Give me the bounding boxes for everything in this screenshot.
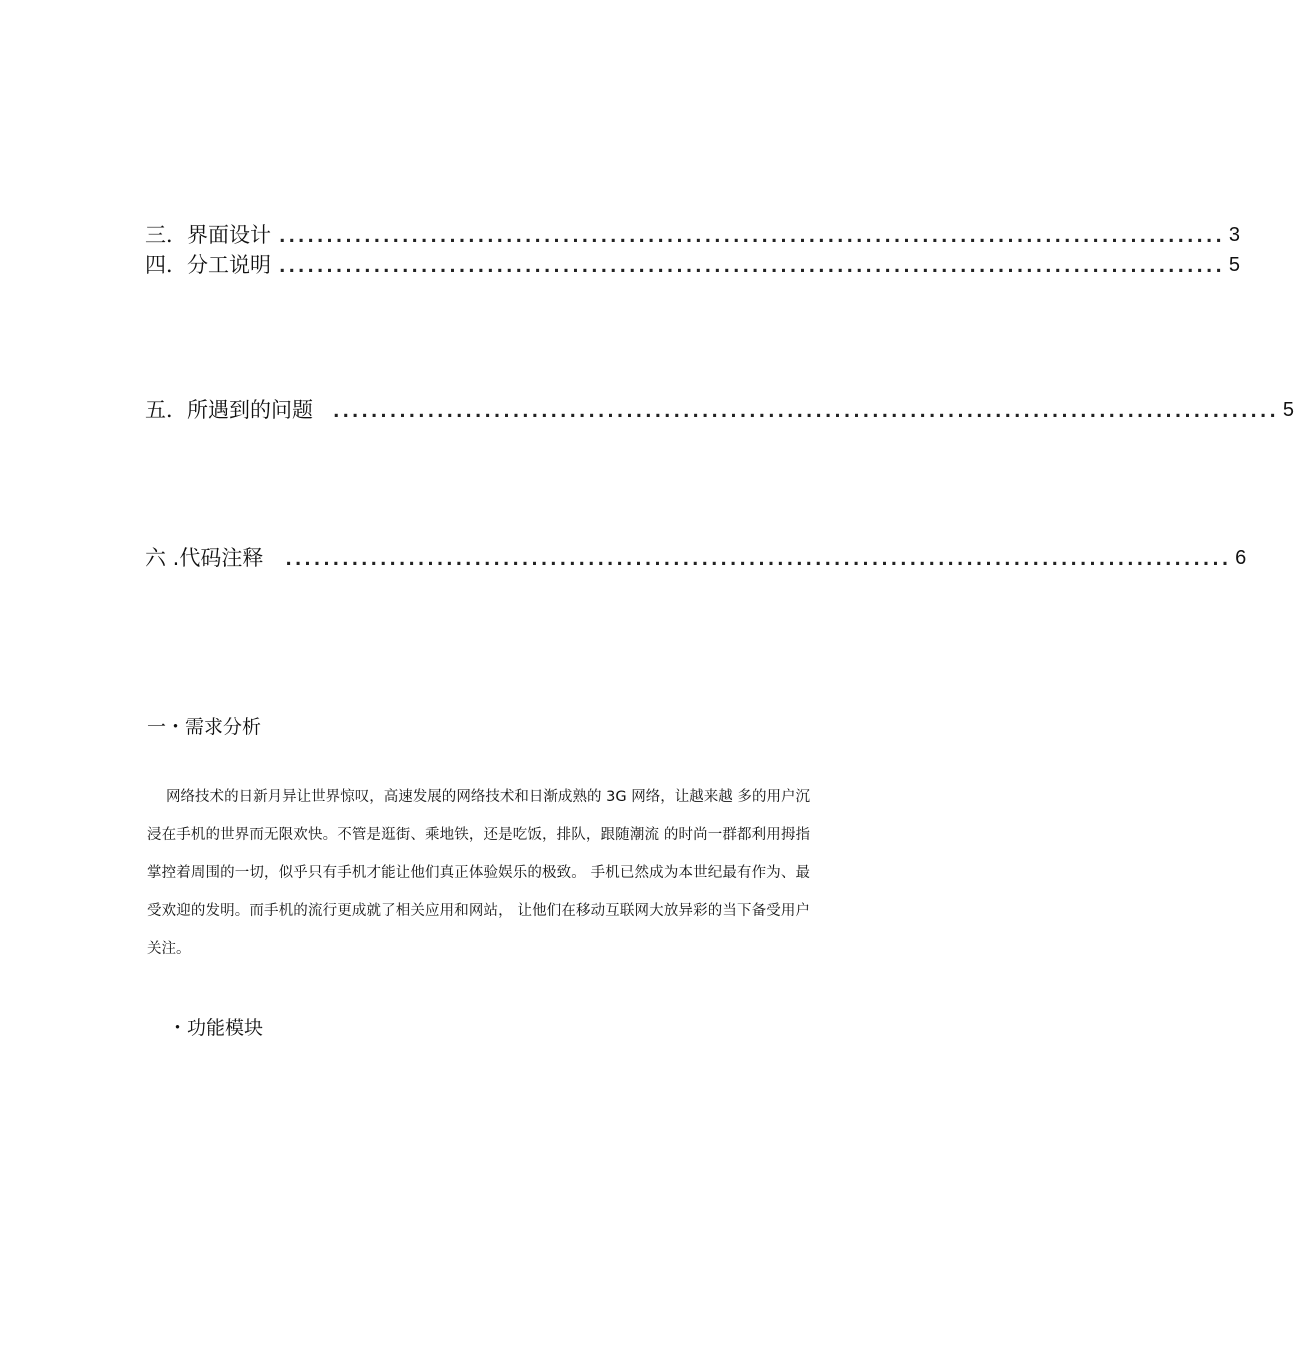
toc-entry-interface-design[interactable] bbox=[145, 218, 1240, 248]
section-heading-function-modules: ・功能模块 bbox=[168, 1017, 264, 1039]
toc-leader-dots: .................................................................................................... bbox=[279, 257, 1225, 277]
toc-entry-code-comments[interactable] bbox=[145, 541, 1247, 571]
toc-leader-dots: .................................................................................................... bbox=[333, 402, 1279, 422]
toc-entry-problems-encountered[interactable] bbox=[145, 393, 1294, 423]
toc-leader-dots: .................................................................................................... bbox=[279, 227, 1225, 247]
toc-page-number: 3 bbox=[1228, 224, 1240, 246]
toc-leader-dots: .................................................................................................... bbox=[285, 550, 1232, 570]
toc-entry-division-of-work[interactable] bbox=[145, 248, 1240, 278]
toc-page-number: 5 bbox=[1228, 254, 1240, 276]
toc-title: 四．分工说明 bbox=[145, 253, 271, 277]
toc-page-number: 6 bbox=[1235, 547, 1247, 569]
section-heading-requirements-analysis: 一・需求分析 bbox=[147, 716, 262, 738]
toc-title: 六 .代码注释 bbox=[145, 546, 264, 570]
toc-page-number: 5 bbox=[1282, 399, 1294, 421]
requirements-paragraph: 网络技术的日新月异让世界惊叹，高速发展的网络技术和日渐成熟的 3G 网络，让越来越 多的用户沉浸在手机的世界而无限欢快。不管是逛街、乘地铁，还是吃饭，排队，跟随潮流 的时尚一群都利用拇指掌控着周围的一切，似乎只有手机才能让他们真正体验娱乐的极致。 手机已然成为本世纪最有作为、最受欢迎的发明。而手机的流行更成就了相关应用和网站， 让他们在移动互联网大放异彩的当下备受用户关注。 bbox=[147, 789, 810, 957]
toc-title: 五．所遇到的问题 bbox=[145, 398, 313, 422]
toc-title: 三．界面设计 bbox=[145, 223, 271, 247]
